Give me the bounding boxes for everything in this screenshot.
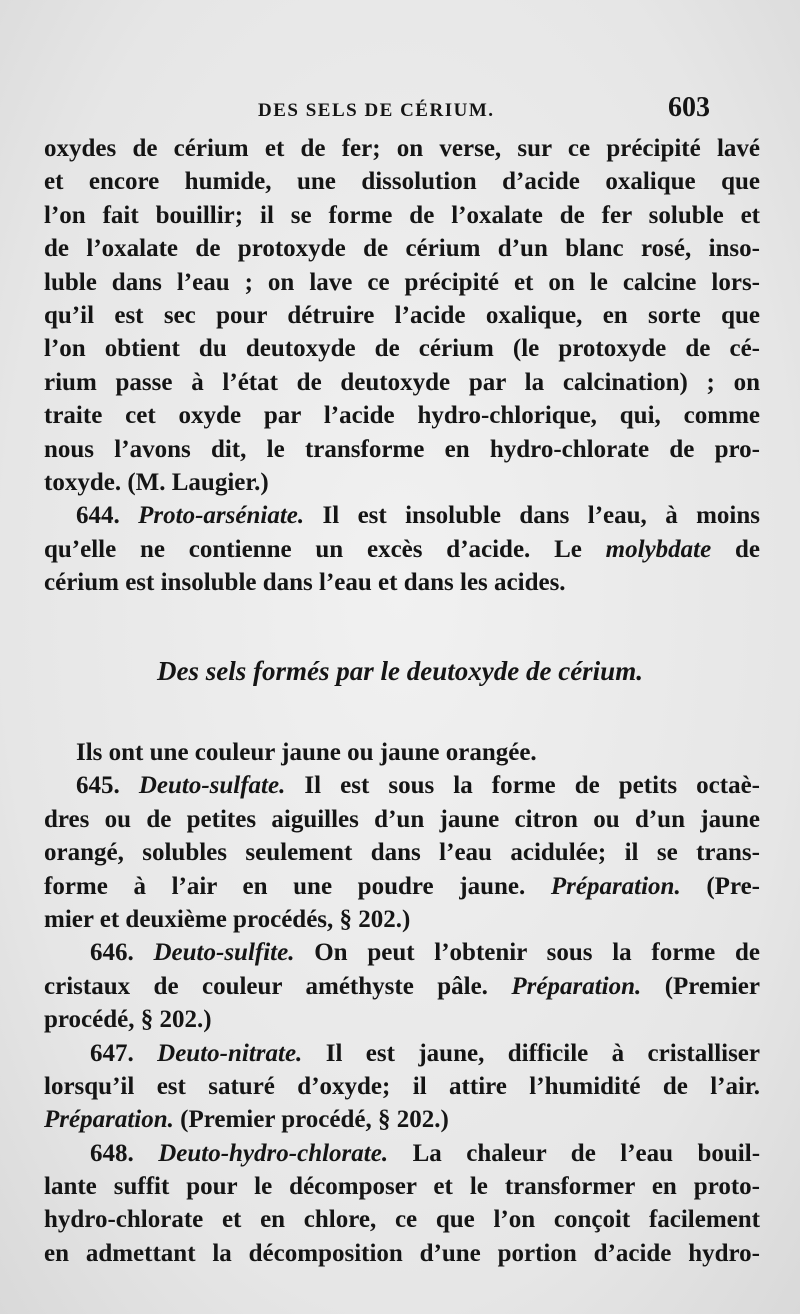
text-line: l’on fait bouillir; il se forme de l’oxalate de fer soluble et <box>44 201 760 229</box>
paragraph-number: 644. <box>76 502 120 530</box>
text-line: oxydes de cérium et de fer; on verse, sur ce précipité lavé <box>44 135 760 162</box>
paragraph-648-line: lante suffit pour le décomposer et le transformer en proto- <box>44 1173 760 1201</box>
paragraph-term: Proto-arséniate. <box>138 502 305 530</box>
text-span: Il est insoluble dans l’eau, à moins <box>322 502 760 530</box>
text-line: et encore humide, une dissolution d’acide oxalique que <box>44 168 760 196</box>
text-line: luble dans l’eau ; on lave ce précipité et on le calcine lors- <box>44 268 760 296</box>
text-span: La chaleur de l’eau bouil- <box>412 1139 761 1167</box>
running-title: DES SELS DE CÉRIUM. <box>258 100 495 121</box>
text-span: (Premier procédé, § 202.) <box>180 1106 449 1134</box>
paragraph-number: 646. <box>90 939 134 967</box>
text-span: (Premier <box>664 972 760 1000</box>
paragraph-647-line <box>44 1103 760 1136</box>
text-line: l’on obtient du deutoxyde de cérium (le protoxyde de cé- <box>44 335 760 363</box>
paragraph-648-line: hydro-chlorate et en chlore, ce que l’on conçoit facilement <box>44 1206 760 1234</box>
inline-term: Préparation. <box>44 1106 174 1134</box>
inline-term: molybdate <box>605 535 712 563</box>
paragraph-644-line <box>44 533 760 566</box>
paragraph-645-line: dres ou de petites aiguilles d’un jaune citron ou d’un jaune <box>44 805 760 833</box>
running-head <box>0 92 800 132</box>
text-span: de <box>735 535 760 563</box>
paragraph-646-line <box>44 936 760 969</box>
text-span: (Pre- <box>706 872 761 900</box>
text-span: cristaux de couleur améthyste pâle. <box>44 972 488 1000</box>
paragraph-647-line: lorsqu’il est saturé d’oxyde; il attire l’humidité de l’air. <box>44 1072 760 1100</box>
paragraph-648-line <box>44 1137 760 1170</box>
text-line: de l’oxalate de protoxyde de cérium d’un blanc rosé, inso- <box>44 235 760 263</box>
paragraph-number: 648. <box>90 1139 134 1167</box>
text-line: toxyde. (M. Laugier.) <box>44 468 269 496</box>
inline-term: Préparation. <box>550 872 681 900</box>
paragraph-number: 645. <box>76 772 120 800</box>
lower-text-block <box>44 736 760 1270</box>
page-number: 603 <box>668 92 710 123</box>
paragraph-648-line: en admettant la décomposition d’une portion d’acide hydro- <box>44 1239 760 1267</box>
paragraph-645-line <box>44 870 760 903</box>
paragraph-term: Deuto-nitrate. <box>157 1039 303 1067</box>
text-line: traite cet oxyde par l’acide hydro-chlorique, qui, comme <box>44 402 760 430</box>
paragraph-term: Deuto-hydro-chlorate. <box>158 1139 389 1167</box>
paragraph-645-line: orangé, solubles seulement dans l’eau acidulée; il se trans- <box>44 839 760 867</box>
paragraph-645-line <box>44 769 760 802</box>
paragraph-647-line <box>44 1037 760 1070</box>
paragraph-646-line: procédé, § 202.) <box>44 1006 212 1034</box>
paragraph-646-line <box>44 970 760 1003</box>
paragraph-644-line: cérium est insoluble dans l’eau et dans les acides. <box>44 569 566 597</box>
text-span: Il est jaune, difficile à cristalliser <box>325 1039 761 1067</box>
text-span: Il est sous la forme de petits octaè- <box>304 772 760 800</box>
paragraph-term: Deuto-sulfate. <box>138 772 286 800</box>
paragraph-number: 647. <box>90 1039 134 1067</box>
inline-term: Préparation. <box>511 972 642 1000</box>
text-span: On peut l’obtenir sous la forme de <box>314 939 761 967</box>
upper-text-block <box>44 132 760 599</box>
text-line: rium passe à l’état de deutoxyde par la calcination) ; on <box>44 368 760 396</box>
paragraph-644-line <box>44 499 760 532</box>
section-heading: Des sels formés par le deutoxyde de cérium. <box>157 656 643 686</box>
paragraph-645-line: mier et deuxième procédés, § 202.) <box>44 905 411 933</box>
text-span: qu’elle ne contienne un excès d’acide. Le <box>44 535 582 563</box>
text-line: qu’il est sec pour détruire l’acide oxalique, en sorte que <box>44 301 760 329</box>
text-line: nous l’avons dit, le transforme en hydro-chlorate de pro- <box>44 435 760 463</box>
paragraph-term: Deuto-sulfite. <box>153 939 295 967</box>
intro-line: Ils ont une couleur jaune ou jaune orangée. <box>76 739 537 766</box>
text-span: forme à l’air en une poudre jaune. <box>44 872 526 900</box>
